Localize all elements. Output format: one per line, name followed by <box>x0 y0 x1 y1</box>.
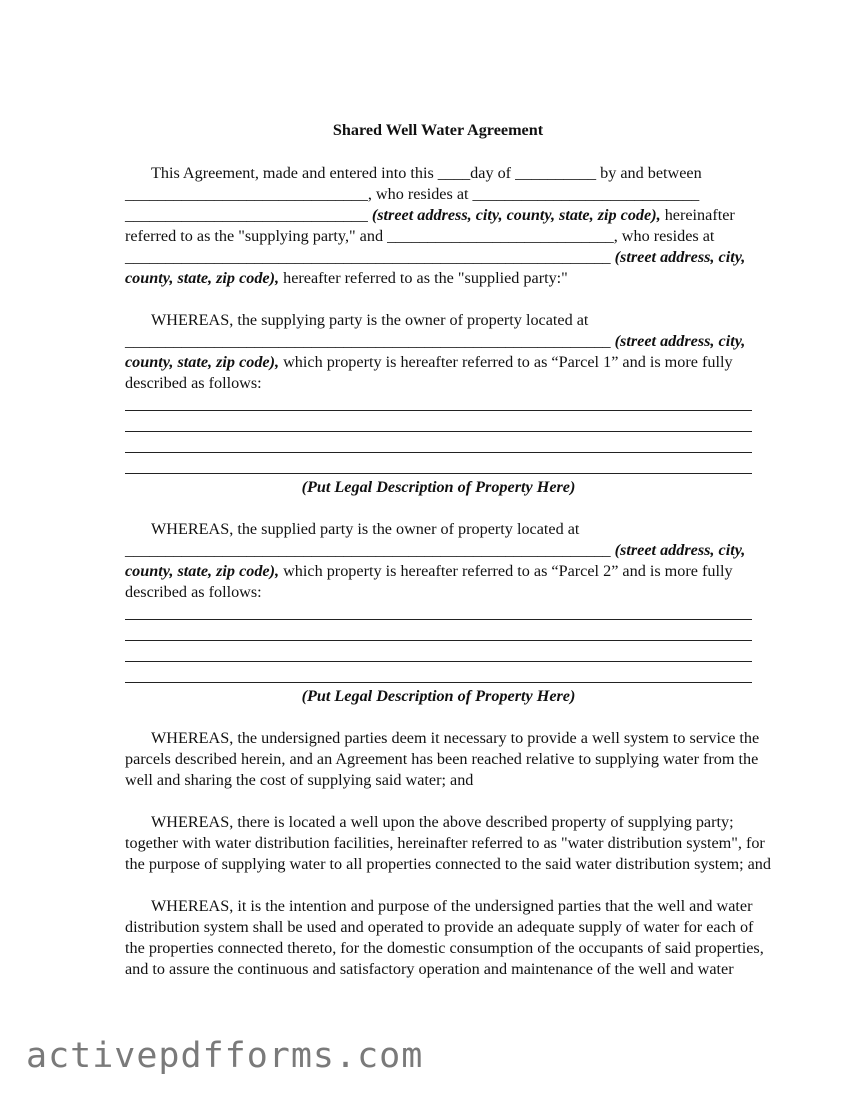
parcel-text: which property is hereafter referred to as “Parcel 2” and is more fully <box>279 562 733 580</box>
whereas-located-line-1: WHEREAS, there is located a well upon the above described property of supplying party; <box>151 813 734 831</box>
blank-line: ____________________________________________________________ <box>125 541 615 559</box>
whereas-located-line-2: together with water distribution facilities, hereinafter referred to as "water distribution system", for <box>125 834 765 852</box>
parcel1-caption: (Put Legal Description of Property Here) <box>301 478 576 496</box>
whereas-intention-line-3: the properties connected thereto, for the domestic consumption of the occupants of said properties, <box>125 939 764 957</box>
address-hint: (street address, city, <box>614 248 746 266</box>
parcel1-line-4: described as follows: <box>125 374 262 392</box>
parcel2-line-3 <box>125 561 765 581</box>
parcel2-caption: (Put Legal Description of Property Here) <box>301 687 576 705</box>
parcel2-line-2 <box>125 540 765 560</box>
intro-text: hereafter referred to as the "supplied party:" <box>279 269 568 287</box>
legal-description-line <box>125 640 752 641</box>
whereas-well-line-3: well and sharing the cost of supplying said water; and <box>125 771 474 789</box>
whereas-intention-line-2: distribution system shall be used and operated to provide an adequate supply of water for each of <box>125 918 754 936</box>
legal-description-line <box>125 619 752 620</box>
parcel-text: which property is hereafter referred to as “Parcel 1” and is more fully <box>279 353 733 371</box>
legal-description-line <box>125 661 752 662</box>
intro-line-4: referred to as the "supplying party," and ____________________________, who resides at <box>125 227 715 245</box>
parcel1-line-3 <box>125 352 765 372</box>
blank-line: ____________________________________________________________ <box>125 332 615 350</box>
legal-description-line <box>125 431 752 432</box>
whereas-well-line-2: parcels described herein, and an Agreement has been reached relative to supplying water from the <box>125 750 759 768</box>
whereas-well-line-1: WHEREAS, the undersigned parties deem it necessary to provide a well system to service the <box>151 729 760 747</box>
intro-line-5 <box>125 247 765 267</box>
intro-line-6 <box>125 268 765 288</box>
parcel1-line-2 <box>125 331 765 351</box>
legal-description-line <box>125 682 752 683</box>
document-title: Shared Well Water Agreement <box>332 121 544 139</box>
site-watermark: activepdfforms.com <box>26 1036 424 1076</box>
whereas-intention-line-1: WHEREAS, it is the intention and purpose of the undersigned parties that the well and water <box>151 897 753 915</box>
blank-line: ______________________________ <box>125 206 372 224</box>
address-hint: (street address, city, <box>614 332 746 350</box>
intro-line-3 <box>125 205 765 225</box>
address-hint: county, state, zip code), <box>125 269 280 287</box>
parcel1-line-1: WHEREAS, the supplying party is the owner of property located at <box>151 311 589 329</box>
legal-description-line <box>125 473 752 474</box>
legal-description-line <box>125 410 752 411</box>
whereas-located-line-3: the purpose of supplying water to all properties connected to the said water distribution system; and <box>125 855 771 873</box>
intro-line-1: This Agreement, made and entered into this ____day of __________ by and between <box>151 164 702 182</box>
whereas-intention-line-4: and to assure the continuous and satisfactory operation and maintenance of the well and water <box>125 960 734 978</box>
parcel2-line-1: WHEREAS, the supplied party is the owner of property located at <box>151 520 580 538</box>
parcel2-line-4: described as follows: <box>125 583 262 601</box>
intro-line-2: ______________________________, who resides at ____________________________ <box>125 185 700 203</box>
address-hint: county, state, zip code), <box>125 353 280 371</box>
intro-text: hereinafter <box>660 206 735 224</box>
address-hint: (street address, city, <box>614 541 746 559</box>
address-hint: (street address, city, county, state, zip code), <box>371 206 661 224</box>
legal-description-line <box>125 452 752 453</box>
blank-line: ____________________________________________________________ <box>125 248 615 266</box>
address-hint: county, state, zip code), <box>125 562 280 580</box>
